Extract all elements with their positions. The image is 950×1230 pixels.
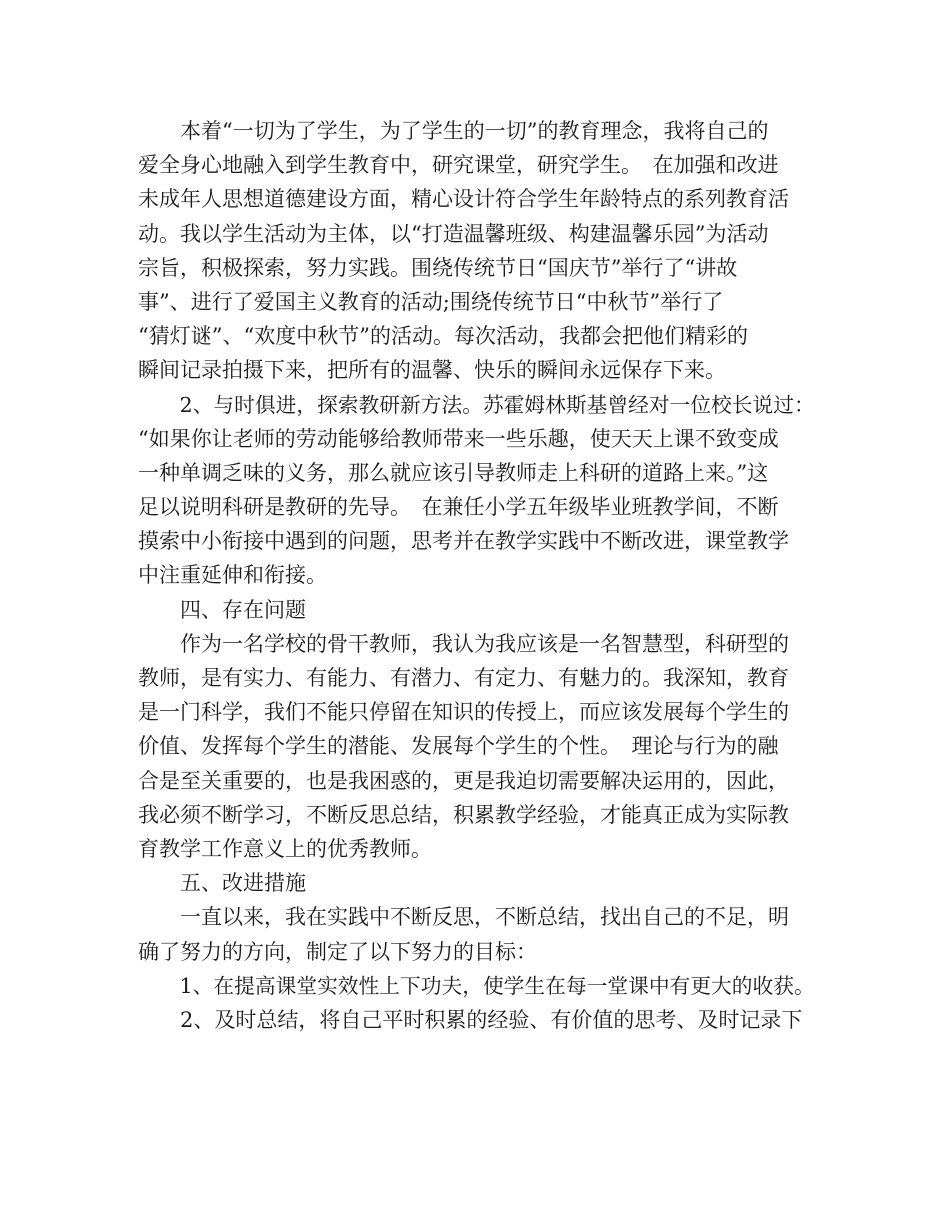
document-body	[138, 114, 818, 1037]
text-line: 价值、发挥每个学生的潜能、发展每个学生的个性。 理论与行为的融	[138, 734, 779, 759]
text-line: “如果你让老师的劳动能够给教师带来一些乐趣，使天天上课不致变成	[138, 426, 779, 451]
text-line: 作为一名学校的骨干教师，我认为我应该是一名智慧型，科研型的	[138, 631, 789, 656]
text-line: “猜灯谜”、“欢度中秋节”的活动。每次活动，我都会把他们精彩的	[138, 324, 748, 349]
section-heading: 四、存在问题	[138, 597, 306, 622]
text-line: 1、在提高课堂实效性上下功夫，使学生在每一堂课中有更大的收获。	[138, 973, 815, 998]
text-line: 事”、进行了爱国主义教育的活动;围绕传统节日“中秋节”举行了	[138, 289, 724, 314]
text-line: 教师，是有实力、有能力、有潜力、有定力、有魅力的。我深知，教育	[138, 666, 789, 690]
text-line: 摸索中小衔接中遇到的问题，思考并在教学实践中不断改进，课堂教学	[138, 529, 789, 554]
section-heading: 五、改进措施	[138, 871, 306, 896]
text-line: 本着“一切为了学生，为了学生的一切”的教育理念，我将自己的	[138, 119, 769, 143]
text-line: 2、及时总结，将自己平时积累的经验、有价值的思考、及时记录下	[138, 1007, 803, 1032]
text-line: 瞬间记录拍摄下来，把所有的温馨、快乐的瞬间永远保存下来。	[138, 358, 726, 383]
text-line: 宗旨，积极探索，努力实践。围绕传统节日“国庆节”举行了“讲故	[138, 255, 738, 280]
text-line: 确了努力的方向，制定了以下努力的目标：	[138, 939, 537, 964]
text-line: 我必须不断学习，不断反思总结，积累教学经验，才能真正成为实际教	[138, 802, 789, 827]
text-line: 爱全身心地融入到学生教育中，研究课堂，研究学生。 在加强和改进	[138, 153, 779, 178]
text-line: 合是至关重要的，也是我困惑的，更是我迫切需要解决运用的，因此，	[138, 768, 789, 793]
text-line: 一种单调乏味的义务，那么就应该引导教师走上科研的道路上来。”这	[138, 460, 769, 485]
text-line: 中注重延伸和衔接。	[138, 563, 327, 588]
text-line: 动。我以学生活动为主体，以“打造温馨班级、构建温馨乐园”为活动	[138, 221, 769, 246]
text-line: 一直以来，我在实践中不断反思，不断总结，找出自己的不足，明	[138, 905, 789, 930]
text-line: 2、与时俱进，探索教研新方法。苏霍姆林斯基曾经对一位校长说过：	[138, 392, 815, 417]
text-line: 未成年人思想道德建设方面，精心设计符合学生年龄特点的系列教育活	[138, 187, 789, 212]
text-line: 育教学工作意义上的优秀教师。	[138, 836, 432, 861]
text-line: 足以说明科研是教研的先导。 在兼任小学五年级毕业班教学间，不断	[138, 495, 779, 520]
text-line: 是一门科学，我们不能只停留在知识的传授上，而应该发展每个学生的	[138, 700, 789, 725]
